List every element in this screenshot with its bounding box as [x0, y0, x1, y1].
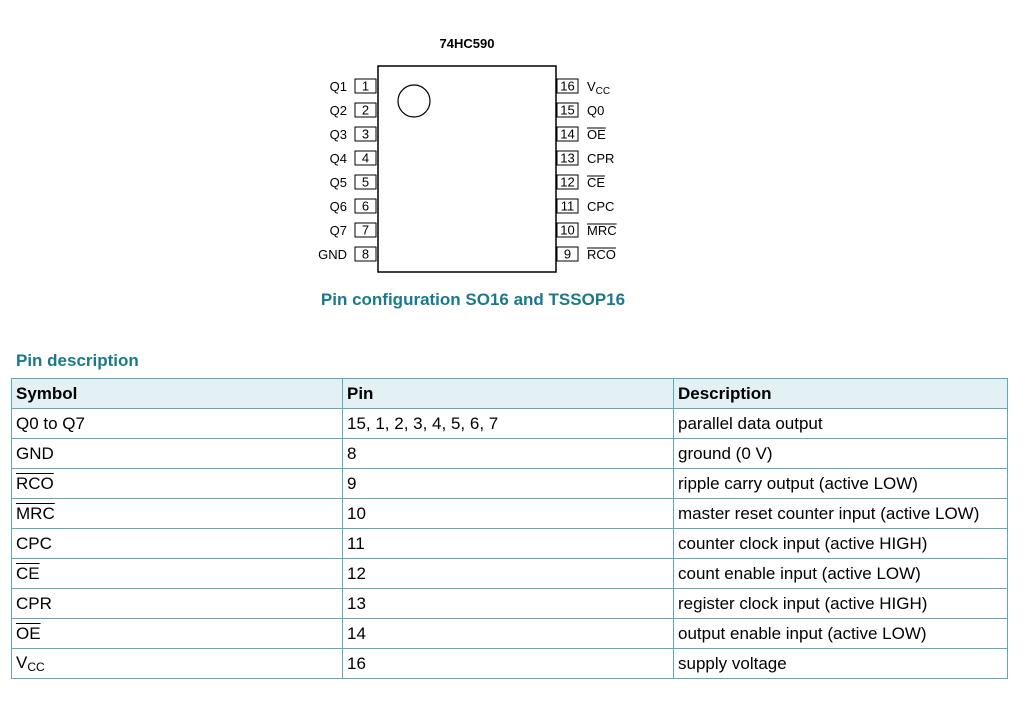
pin-number-8: 8	[361, 246, 370, 262]
symbol-text: $\overline{MRC}$	[16, 503, 55, 523]
table-row	[12, 499, 1008, 529]
pin-label-16: $V_{CC}$	[587, 79, 611, 97]
table-row	[12, 529, 1008, 559]
cell-pin: 10	[343, 499, 674, 529]
pin-label-11: CPC	[587, 199, 615, 214]
symbol-text: $\overline{CE}$	[16, 563, 40, 583]
table-row	[12, 409, 1008, 439]
table-row	[12, 649, 1008, 679]
header-description: Description	[674, 379, 1008, 409]
pin-number-14: 14	[560, 126, 575, 142]
pin-label-6: Q6	[329, 199, 347, 214]
pin-number-2: 2	[361, 102, 370, 118]
symbol-text: CPR	[16, 593, 52, 613]
cell-pin: 13	[343, 589, 674, 619]
cell-description: supply voltage	[674, 649, 1008, 679]
pin-number-12: 12	[560, 174, 575, 190]
table-row	[12, 439, 1008, 469]
pin-label-10: MRC	[587, 223, 617, 238]
pin-number-3: 3	[361, 126, 370, 142]
cell-description: counter clock input (active HIGH)	[674, 529, 1008, 559]
pin-number-7: 7	[361, 222, 370, 238]
chip-body	[378, 66, 556, 272]
pin-description-table	[11, 378, 1008, 679]
cell-symbol	[12, 649, 343, 679]
right-pins	[557, 79, 617, 263]
header-pin: Pin	[343, 379, 674, 409]
cell-pin: 11	[343, 529, 674, 559]
pin-label-3: Q3	[329, 127, 347, 142]
pin-number-10: 10	[560, 222, 575, 238]
cell-symbol	[12, 619, 343, 649]
table-row	[12, 589, 1008, 619]
symbol-text: $\overline{RCO}$	[16, 473, 54, 493]
pin-label-5: Q5	[329, 175, 347, 190]
pin-label-15: Q0	[587, 103, 605, 118]
cell-symbol	[12, 559, 343, 589]
cell-pin: 8	[343, 439, 674, 469]
symbol-subscript: CC	[27, 660, 45, 674]
symbol-text: $\overline{OE}$	[16, 623, 41, 643]
pin-number-16: 16	[560, 78, 575, 94]
table-header-row	[12, 379, 1008, 409]
pin-number-15: 15	[560, 102, 575, 118]
cell-description: ground (0 V)	[674, 439, 1008, 469]
cell-symbol	[12, 529, 343, 559]
pin-label-1: Q1	[329, 79, 347, 94]
pin-label-4: Q4	[329, 151, 347, 166]
cell-symbol	[12, 409, 343, 439]
pin-number-9: 9	[563, 246, 572, 262]
pin-label-7: Q7	[329, 223, 347, 238]
pin-label-2: Q2	[329, 103, 347, 118]
header-symbol: Symbol	[12, 379, 343, 409]
pin-number-11: 11	[560, 198, 575, 214]
pin-label-13: CPR	[587, 151, 615, 166]
table-body	[12, 409, 1008, 679]
cell-symbol	[12, 439, 343, 469]
table-row	[12, 469, 1008, 499]
pin-number-1: 1	[361, 78, 370, 94]
cell-pin: 16	[343, 649, 674, 679]
pin-label-8: GND	[318, 247, 347, 262]
pin-label-12: CE	[587, 175, 606, 190]
figure-caption: Pin configuration SO16 and TSSOP16	[320, 290, 626, 309]
cell-description: output enable input (active LOW)	[674, 619, 1008, 649]
section-title: Pin description	[16, 351, 139, 370]
cell-pin: 14	[343, 619, 674, 649]
cell-description: count enable input (active LOW)	[674, 559, 1008, 589]
cell-description: master reset counter input (active LOW)	[674, 499, 1008, 529]
pinout-diagram	[0, 0, 1028, 290]
cell-pin: 12	[343, 559, 674, 589]
cell-symbol	[12, 499, 343, 529]
pin-number-13: 13	[560, 150, 575, 166]
pin-number-5: 5	[361, 174, 370, 190]
symbol-text: CPC	[16, 533, 52, 553]
pin-label-9: RCO	[587, 247, 616, 262]
symbol-text: GND	[16, 443, 54, 463]
cell-description: ripple carry output (active LOW)	[674, 469, 1008, 499]
pin-number-6: 6	[361, 198, 370, 214]
left-pins	[318, 79, 376, 263]
table-row	[12, 559, 1008, 589]
pin-label-14: OE	[587, 127, 606, 142]
cell-description: register clock input (active HIGH)	[674, 589, 1008, 619]
symbol-text: V	[16, 653, 28, 672]
chip-title: 74HC590	[439, 36, 495, 51]
table-row	[12, 619, 1008, 649]
pin-number-4: 4	[361, 150, 370, 166]
cell-symbol	[12, 589, 343, 619]
cell-symbol	[12, 469, 343, 499]
symbol-text: Q0 to Q7	[16, 413, 85, 433]
cell-pin: 15, 1, 2, 3, 4, 5, 6, 7	[343, 409, 674, 439]
cell-description: parallel data output	[674, 409, 1008, 439]
cell-pin: 9	[343, 469, 674, 499]
